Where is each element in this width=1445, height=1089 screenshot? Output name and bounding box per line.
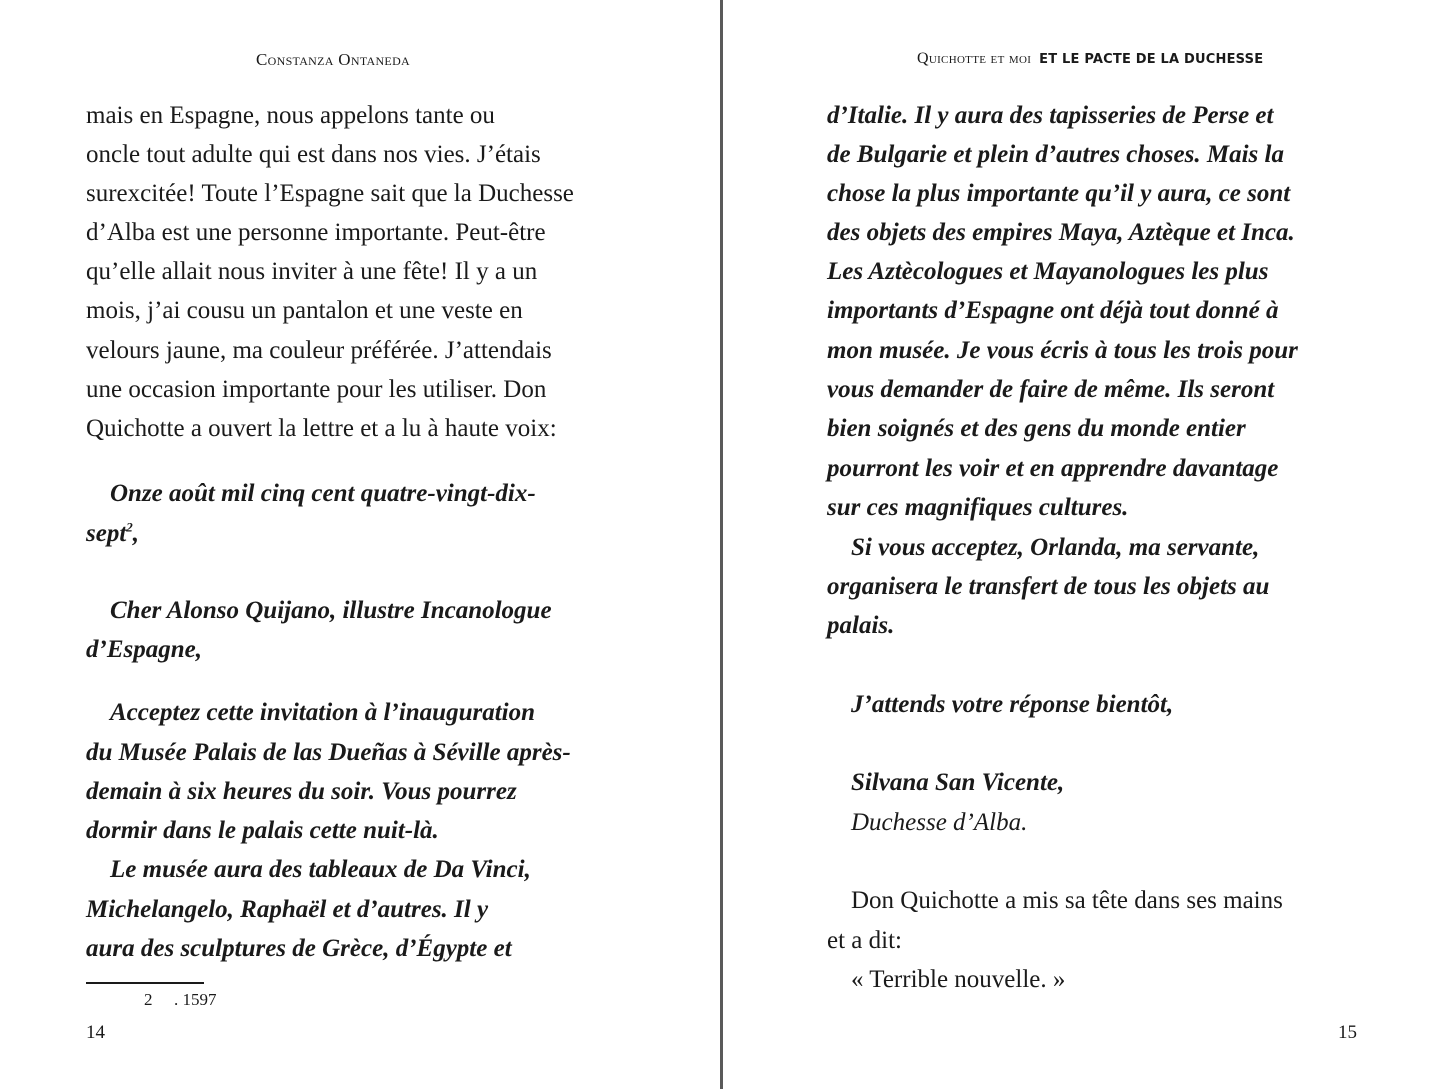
letter-line: importants d’Espagne ont déjà tout donné à bbox=[827, 297, 1279, 324]
letter-line: demain à six heures du soir. Vous pourrez bbox=[86, 778, 517, 805]
letter-line: Le musée aura des tableaux de Da Vinci, bbox=[110, 856, 531, 883]
letter-date-text: sept bbox=[86, 520, 127, 547]
text-line: d’Alba est une personne importante. Peut-être bbox=[86, 219, 546, 246]
letter-line: palais. bbox=[827, 612, 895, 639]
text-line: mois, j’ai cousu un pantalon et une veste en bbox=[86, 297, 523, 324]
running-head-title bbox=[917, 50, 1263, 68]
text-line: Don Quichotte a mis sa tête dans ses mains bbox=[851, 887, 1283, 914]
book-subtitle: ET LE PACTE DE LA DUCHESSE bbox=[1039, 52, 1264, 67]
text-line: « Terrible nouvelle. » bbox=[851, 966, 1066, 993]
letter-line: Michelangelo, Raphaël et d’autres. Il y bbox=[86, 896, 489, 923]
running-head-author: Constanza Ontaneda bbox=[256, 50, 410, 69]
letter-line: vous demander de faire de même. Ils seront bbox=[827, 376, 1275, 403]
left-page bbox=[0, 0, 720, 1089]
letter-line: de Bulgarie et plein d’autres choses. Mais la bbox=[827, 141, 1284, 168]
text-line: qu’elle allait nous inviter à une fête! Il y a un bbox=[86, 258, 538, 285]
page-number: 14 bbox=[86, 1022, 105, 1043]
text-line: oncle tout adulte qui est dans nos vies. J’étais bbox=[86, 141, 541, 168]
signature-title: Duchesse d’Alba. bbox=[851, 809, 1028, 836]
footnote-number: 2 bbox=[144, 990, 153, 1009]
letter-line: Les Aztècologues et Mayanologues les plus bbox=[827, 258, 1269, 285]
letter-line: d’Italie. Il y aura des tapisseries de Perse et bbox=[827, 102, 1274, 129]
letter-line: du Musée Palais de las Dueñas à Séville après- bbox=[86, 739, 571, 766]
text-line: velours jaune, ma couleur préférée. J’attendais bbox=[86, 337, 552, 364]
letter-salutation: d’Espagne, bbox=[86, 636, 202, 663]
letter-date-punct: , bbox=[132, 520, 140, 547]
letter-line: dormir dans le palais cette nuit-là. bbox=[86, 817, 439, 844]
letter-line: organisera le transfert de tous les objets au bbox=[827, 573, 1270, 600]
book-title: Quichotte et moi bbox=[917, 50, 1032, 67]
letter-salutation: Cher Alonso Quijano, illustre Incanologue bbox=[110, 597, 552, 624]
letter-line: pourront les voir et en apprendre davantage bbox=[827, 455, 1279, 482]
letter-line: des objets des empires Maya, Aztèque et Inca. bbox=[827, 219, 1295, 246]
text-line: mais en Espagne, nous appelons tante ou bbox=[86, 102, 495, 129]
letter-line: sur ces magnifiques cultures. bbox=[827, 494, 1129, 521]
footnote-text: . 1597 bbox=[174, 990, 217, 1009]
letter-line: Si vous acceptez, Orlanda, ma servante, bbox=[851, 534, 1260, 561]
footnote-rule bbox=[86, 982, 204, 984]
letter-line: aura des sculptures de Grèce, d’Égypte et bbox=[86, 935, 512, 962]
letter-line: bien soignés et des gens du monde entier bbox=[827, 415, 1246, 442]
text-line: Quichotte a ouvert la lettre et a lu à haute voix: bbox=[86, 415, 557, 442]
footnote-reference[interactable]: 2 bbox=[126, 519, 133, 535]
letter-line: mon musée. Je vous écris à tous les trois pour bbox=[827, 337, 1298, 364]
right-page bbox=[724, 0, 1445, 1089]
letter-closing: J’attends votre réponse bientôt, bbox=[851, 691, 1174, 718]
text-line: surexcitée! Toute l’Espagne sait que la Duchesse bbox=[86, 180, 574, 207]
text-line: et a dit: bbox=[827, 927, 902, 954]
signature-name: Silvana San Vicente, bbox=[851, 769, 1065, 796]
letter-line: Acceptez cette invitation à l’inauguration bbox=[110, 699, 535, 726]
letter-date-continued bbox=[86, 514, 139, 553]
book-gutter-divider bbox=[720, 0, 723, 1089]
letter-date: Onze août mil cinq cent quatre-vingt-dix- bbox=[110, 480, 536, 507]
page-number: 15 bbox=[1338, 1022, 1357, 1043]
text-line: une occasion importante pour les utiliser. Don bbox=[86, 376, 547, 403]
letter-line: chose la plus importante qu’il y aura, ce sont bbox=[827, 180, 1291, 207]
